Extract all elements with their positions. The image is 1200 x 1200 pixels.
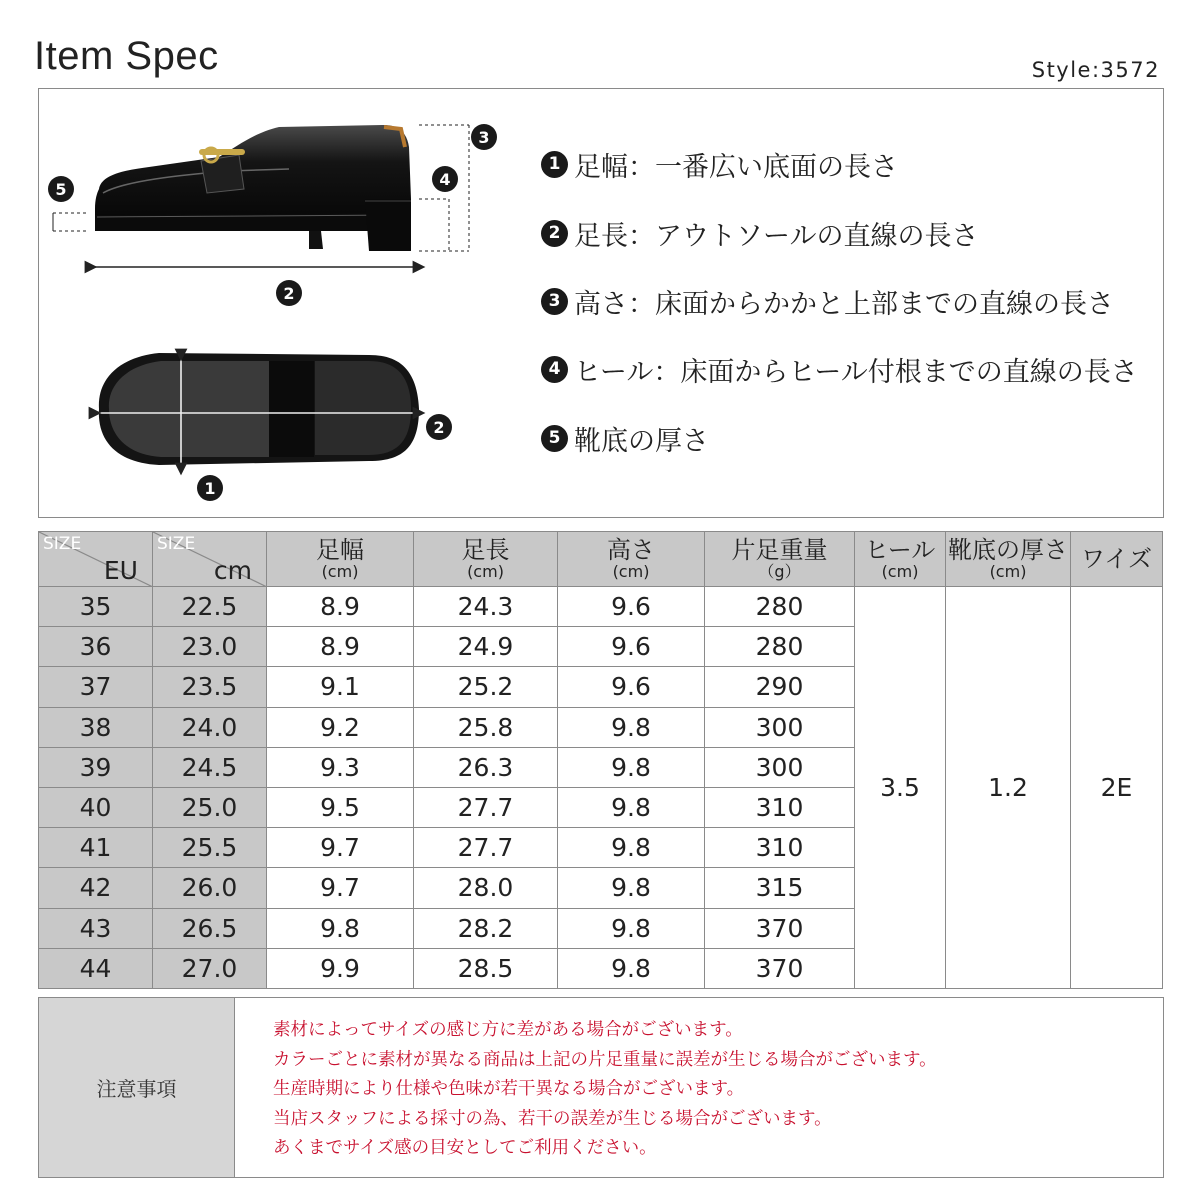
notes-list <box>235 998 937 1177</box>
cell-cm: 26.0 <box>153 868 267 908</box>
cell-width: 9.7 <box>267 868 414 908</box>
marker-4 <box>432 166 458 192</box>
marker-1 <box>197 475 223 501</box>
cell-heel: 3.5 <box>855 587 946 989</box>
cell-weight: 370 <box>705 908 855 948</box>
cell-width: 9.5 <box>267 787 414 827</box>
number-badge-icon: 1 <box>541 151 568 178</box>
cell-width: 9.1 <box>267 667 414 707</box>
cell-length: 26.3 <box>414 747 558 787</box>
legend-item <box>541 419 709 458</box>
notes-section <box>38 997 1164 1178</box>
legend-text: 足長：アウトソールの直線の長さ <box>574 221 979 252</box>
cell-cm: 23.5 <box>153 667 267 707</box>
cell-weight: 310 <box>705 828 855 868</box>
svg-text:1: 1 <box>204 479 216 498</box>
cell-height: 9.6 <box>558 667 705 707</box>
header-length: 足長 (cm) <box>414 532 558 587</box>
cell-weight: 300 <box>705 747 855 787</box>
cell-weight: 315 <box>705 868 855 908</box>
cell-cm: 25.5 <box>153 828 267 868</box>
cell-width: 8.9 <box>267 587 414 627</box>
cell-eu: 36 <box>39 627 153 667</box>
style-code: Style:3572 <box>1031 58 1160 82</box>
cell-length: 24.3 <box>414 587 558 627</box>
cell-weight: 280 <box>705 587 855 627</box>
svg-text:5: 5 <box>55 180 67 199</box>
number-badge-icon: 2 <box>541 220 568 247</box>
spec-diagram-box <box>38 88 1164 518</box>
note-item: 生産時期により仕様や色味が若干異なる場合がございます。 <box>273 1079 745 1099</box>
cell-length: 25.8 <box>414 707 558 747</box>
corner-top-label: SIZE <box>157 534 196 554</box>
cell-weight: 370 <box>705 948 855 988</box>
legend-text: 高さ：床面からかかと上部までの直線の長さ <box>574 289 1114 320</box>
cell-cm: 27.0 <box>153 948 267 988</box>
size-table-body <box>39 587 1163 989</box>
note-item: あくまでサイズ感の目安としてご利用ください。 <box>273 1138 657 1158</box>
marker-2-side <box>276 280 302 306</box>
cell-height: 9.8 <box>558 868 705 908</box>
note-item: 当店スタッフによる採寸の為、若干の誤差が生じる場合がございます。 <box>273 1108 832 1129</box>
cell-length: 25.2 <box>414 667 558 707</box>
cell-length: 27.7 <box>414 787 558 827</box>
cell-length: 28.0 <box>414 868 558 908</box>
legend-item <box>541 350 1138 389</box>
cell-height: 9.8 <box>558 747 705 787</box>
cell-length: 28.5 <box>414 948 558 988</box>
cell-cm: 23.0 <box>153 627 267 667</box>
cell-height: 9.8 <box>558 787 705 827</box>
cell-height: 9.8 <box>558 707 705 747</box>
corner-bottom-label: cm <box>213 556 252 585</box>
cell-length: 28.2 <box>414 908 558 948</box>
header-weight: 片足重量 （g） <box>705 532 855 587</box>
cell-eu: 42 <box>39 868 153 908</box>
cell-weight: 290 <box>705 667 855 707</box>
cell-width: 9.8 <box>267 908 414 948</box>
cell-width: 9.9 <box>267 948 414 988</box>
cell-width: 9.7 <box>267 828 414 868</box>
number-badge-icon: 3 <box>541 288 568 315</box>
cell-height: 9.8 <box>558 948 705 988</box>
header-wise: ワイズ <box>1071 532 1163 587</box>
sole-shoe-photo <box>99 353 419 465</box>
marker-3 <box>471 124 497 150</box>
cell-eu: 38 <box>39 707 153 747</box>
svg-text:2: 2 <box>283 284 295 303</box>
cell-cm: 24.5 <box>153 747 267 787</box>
cell-width: 8.9 <box>267 627 414 667</box>
cell-cm: 24.0 <box>153 707 267 747</box>
header-width: 足幅 (cm) <box>267 532 414 587</box>
number-badge-icon: 5 <box>541 425 568 452</box>
page-title: Item Spec <box>34 34 219 78</box>
cell-height: 9.6 <box>558 627 705 667</box>
cell-eu: 41 <box>39 828 153 868</box>
svg-text:2: 2 <box>433 418 445 437</box>
legend-text: ヒール：床面からヒール付根までの直線の長さ <box>574 357 1138 388</box>
cell-weight: 310 <box>705 787 855 827</box>
svg-text:4: 4 <box>439 170 451 189</box>
cell-sole: 1.2 <box>946 587 1071 989</box>
legend-text: 足幅：一番広い底面の長さ <box>574 152 898 183</box>
cell-length: 24.9 <box>414 627 558 667</box>
legend-text: 靴底の厚さ <box>574 426 709 457</box>
header-height: 高さ (cm) <box>558 532 705 587</box>
cell-eu: 37 <box>39 667 153 707</box>
side-shoe-photo <box>95 125 411 251</box>
corner-size-eu <box>39 532 153 587</box>
legend-item <box>541 145 898 184</box>
notes-label: 注意事項 <box>39 998 235 1177</box>
number-badge-icon: 4 <box>541 356 568 383</box>
cell-cm: 25.0 <box>153 787 267 827</box>
cell-width: 9.2 <box>267 707 414 747</box>
table-row <box>39 587 1163 627</box>
cell-height: 9.8 <box>558 828 705 868</box>
cell-cm: 26.5 <box>153 908 267 948</box>
legend-item <box>541 214 978 253</box>
cell-eu: 39 <box>39 747 153 787</box>
cell-height: 9.8 <box>558 908 705 948</box>
cell-eu: 40 <box>39 787 153 827</box>
cell-eu: 43 <box>39 908 153 948</box>
svg-text:3: 3 <box>478 128 490 147</box>
cell-length: 27.7 <box>414 828 558 868</box>
header-heel: ヒール (cm) <box>855 532 946 587</box>
cell-weight: 280 <box>705 627 855 667</box>
cell-weight: 300 <box>705 707 855 747</box>
corner-top-label: SIZE <box>43 534 82 554</box>
corner-bottom-label: EU <box>103 556 138 585</box>
cell-width: 9.3 <box>267 747 414 787</box>
cell-cm: 22.5 <box>153 587 267 627</box>
note-item: 素材によってサイズの感じ方に差がある場合がございます。 <box>273 1020 743 1040</box>
size-table <box>38 531 1163 989</box>
cell-height: 9.6 <box>558 587 705 627</box>
marker-2-sole <box>426 414 452 440</box>
corner-size-cm <box>153 532 267 587</box>
cell-eu: 44 <box>39 948 153 988</box>
marker-5 <box>48 176 74 202</box>
note-item: カラーごとに素材が異なる商品は上記の片足重量に誤差が生じる場合がございます。 <box>273 1049 937 1070</box>
header-sole: 靴底の厚さ (cm) <box>946 532 1071 587</box>
cell-eu: 35 <box>39 587 153 627</box>
legend-item <box>541 282 1114 321</box>
cell-wise: 2E <box>1071 587 1163 989</box>
shoe-diagram <box>39 89 519 517</box>
